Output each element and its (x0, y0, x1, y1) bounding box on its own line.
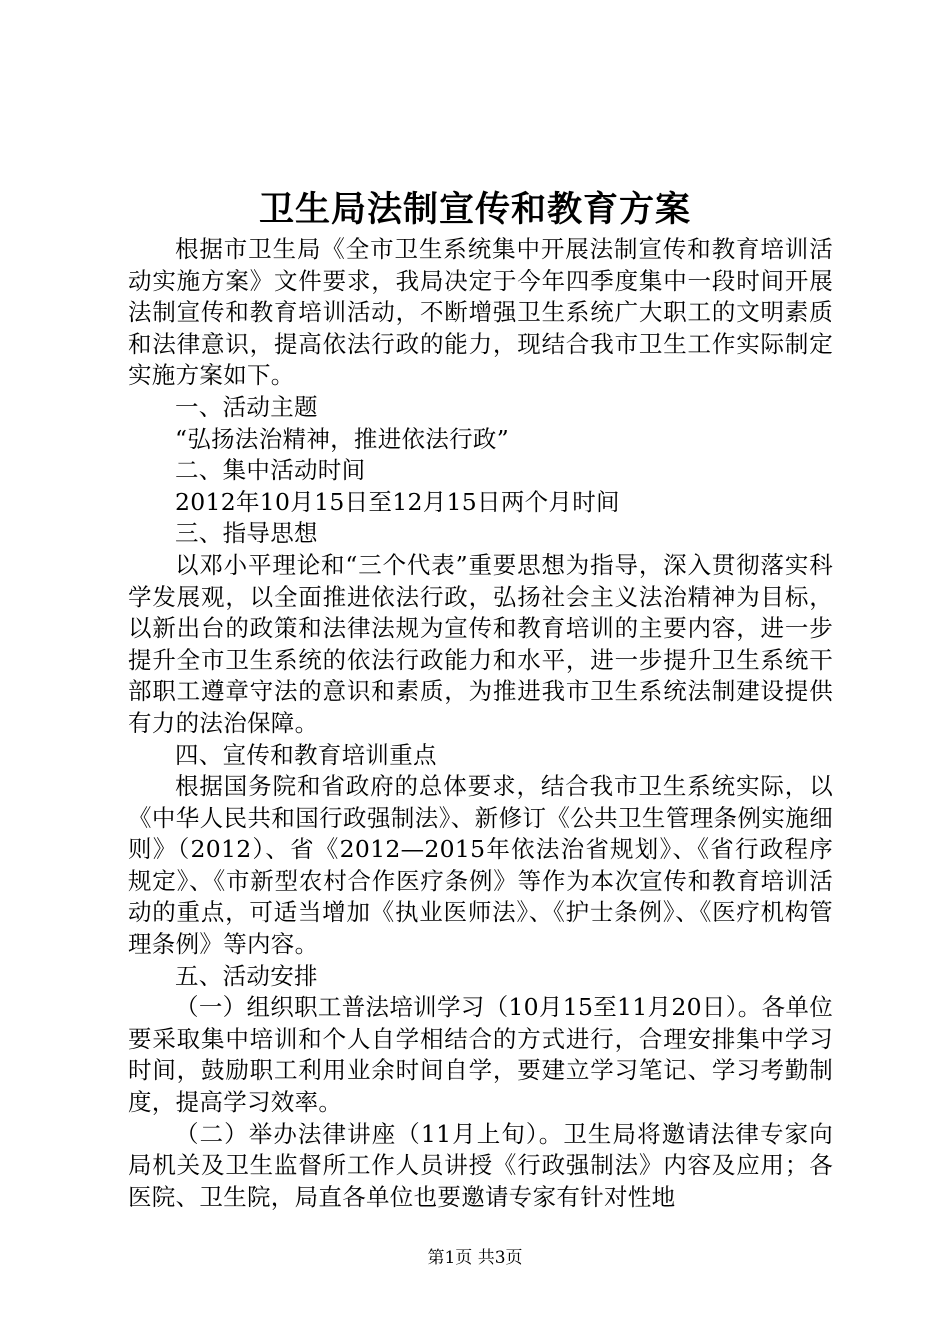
document-title: 卫生局法制宣传和教育方案 (258, 189, 691, 230)
paragraph-guiding-thought: 以邓小平理论和“三个代表”重要思想为指导，深入贯彻落实科学发展观，以全面推进依法行政，弘扬社会主义法治精神为目标，以新出台的政策和法律法规为宣传和教育培训的主要内容，进一步提升全市卫生系统的依法行政能力和水平，进一步提升卫生系统干部职工遵章守法的意识和素质，为推进我市卫生系统法制建设提供有力的法治保障。 (128, 550, 833, 737)
paragraph-theme-slogan: “弘扬法治精神，推进依法行政” (175, 424, 510, 453)
paragraph-arrangement-2: （二）举办法律讲座（11月上旬）。卫生局将邀请法律专家向局机关及卫生监督所工作人员讲授《行政强制法》内容及应用；各医院、卫生院，局直各单位也要邀请专家有针对性地 (128, 1119, 833, 1211)
heading-activity-theme: 一、活动主题 (175, 392, 318, 421)
heading-guiding-thought: 三、指导思想 (175, 519, 318, 548)
paragraph-activity-time: 2012年10月15日至12月15日两个月时间 (175, 487, 620, 516)
document-body (128, 234, 833, 1213)
heading-training-focus: 四、宣传和教育培训重点 (175, 740, 437, 769)
heading-activity-arrangement: 五、活动安排 (175, 961, 318, 990)
page-number-footer: 第1页 共3页 (427, 1248, 523, 1268)
paragraph-training-focus: 根据国务院和省政府的总体要求，结合我市卫生系统实际，以《中华人民共和国行政强制法》、新修订《公共卫生管理条例实施细则》（2012）、省《2012—2015年依法治省规划》、《省行政程序规定》、《市新型农村合作医疗条例》等作为本次宣传和教育培训活动的重点，可适当增加《执业医师法》、《护士条例》、《医疗机构管理条例》等内容。 (128, 772, 833, 959)
paragraph-intro: 根据市卫生局《全市卫生系统集中开展法制宣传和教育培训活动实施方案》文件要求，我局决定于今年四季度集中一段时间开展法制宣传和教育培训活动，不断增强卫生系统广大职工的文明素质和法律意识，提高依法行政的能力，现结合我市卫生工作实际制定实施方案如下。 (128, 235, 833, 390)
heading-activity-time: 二、集中活动时间 (175, 456, 366, 485)
paragraph-arrangement-1: （一）组织职工普法培训学习（10月15至11月20日）。各单位要采取集中培训和个人自学相结合的方式进行，合理安排集中学习时间，鼓励职工利用业余时间自学，要建立学习笔记、学习考勤制度，提高学习效率。 (128, 993, 833, 1117)
